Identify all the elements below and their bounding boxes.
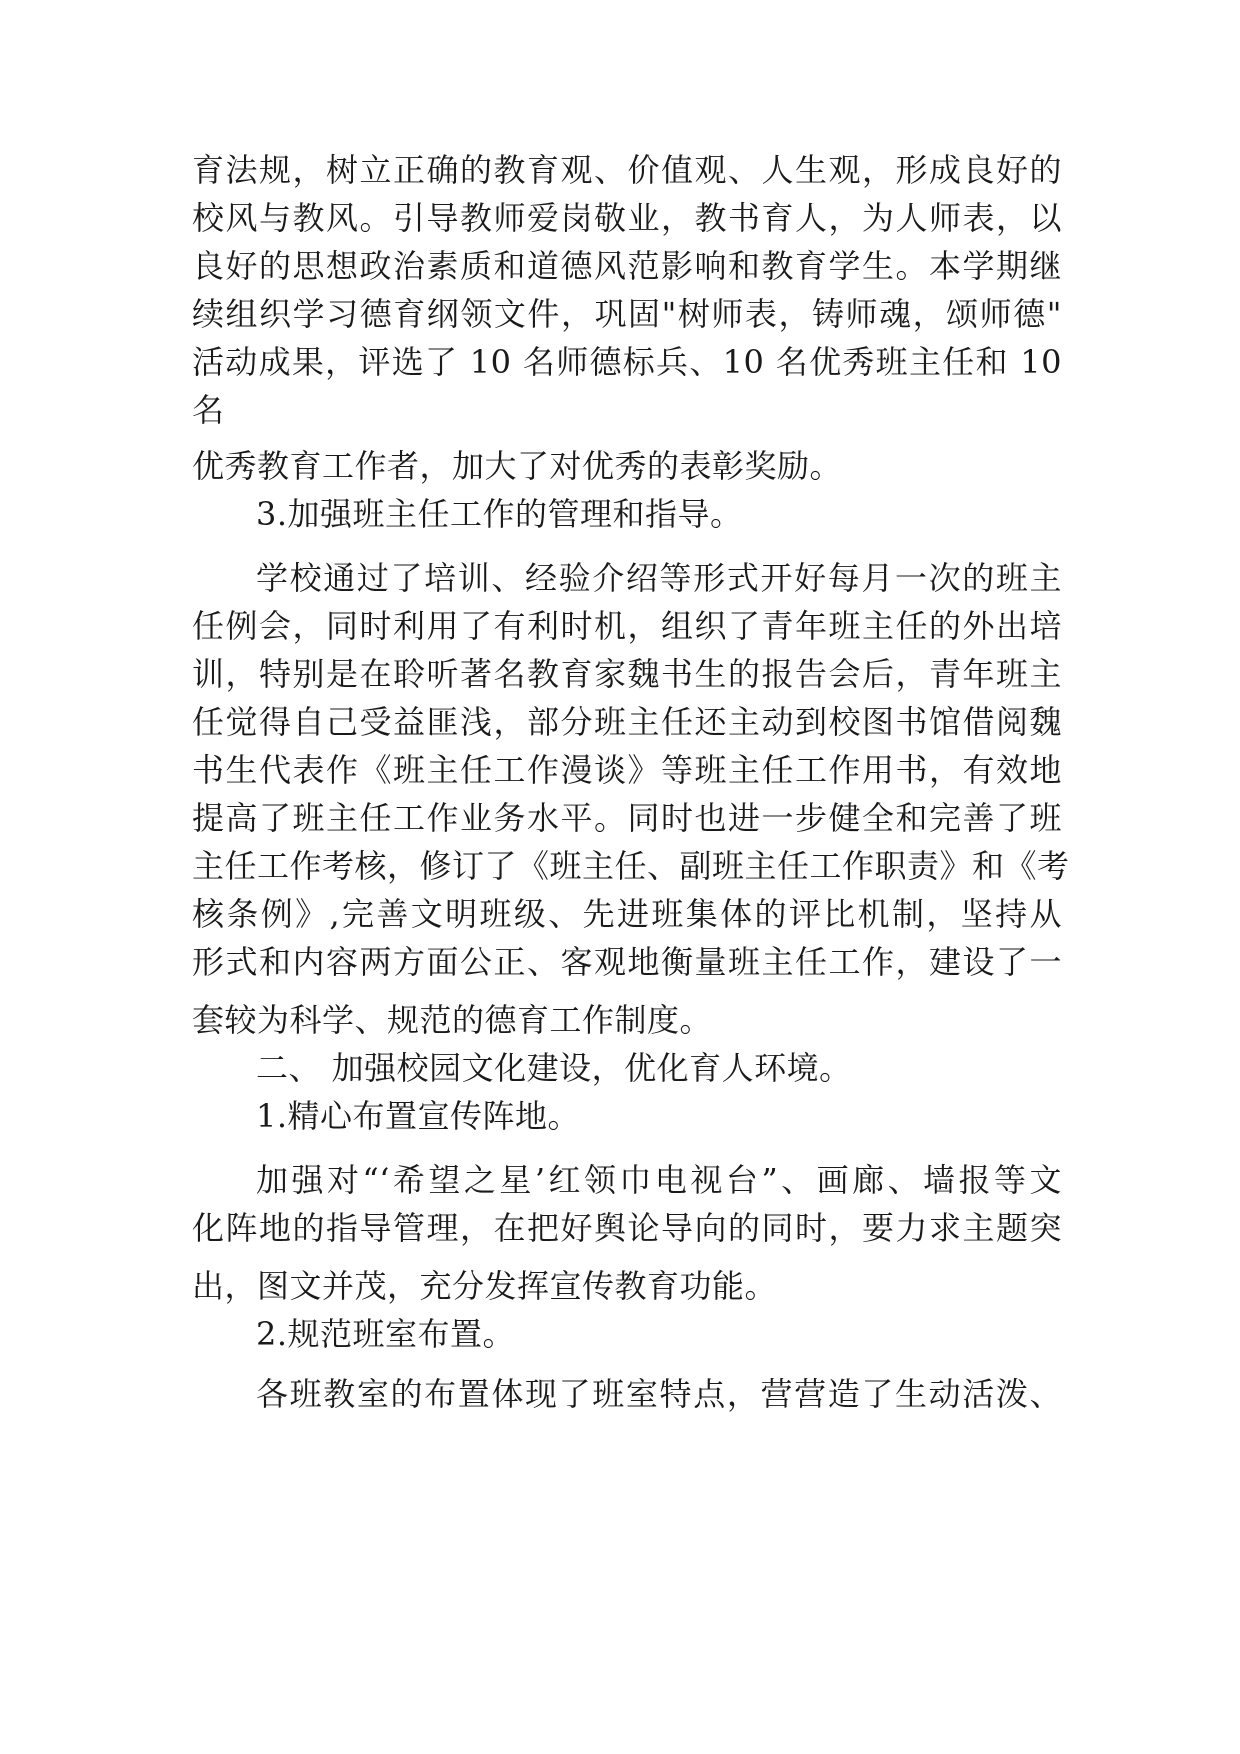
- paragraph-line: 校风与教风。引导教师爱岗敬业，教书育人，为人师表，以: [192, 199, 1062, 237]
- paragraph-line: 加强对“‘希望之星’红领巾电视台”、画廊、墙报等文: [256, 1161, 1062, 1199]
- section-heading: 3.加强班主任工作的管理和指导。: [256, 495, 743, 533]
- section-heading: 二、 加强校园文化建设，优化育人环境。: [256, 1049, 852, 1087]
- subsection-heading: 1.精心布置宣传阵地。: [256, 1097, 581, 1135]
- paragraph-line: 套较为科学、规范的德育工作制度。: [192, 1001, 713, 1039]
- paragraph-line: 化阵地的指导管理，在把好舆论导向的同时，要力求主题突: [192, 1209, 1062, 1247]
- paragraph-line: 主任工作考核，修订了《班主任、副班主任工作职责》和《考: [192, 847, 1070, 885]
- paragraph-line: 任例会，同时利用了有利时机，组织了青年班主任的外出培: [192, 607, 1062, 645]
- paragraph-line: 任觉得自己受益匪浅，部分班主任还主动到校图书馆借阅魏: [192, 703, 1062, 741]
- paragraph-line: 优秀教育工作者，加大了对优秀的表彰奖励。: [192, 447, 843, 485]
- paragraph-line: 形式和内容两方面公正、客观地衡量班主任工作，建设了一: [192, 943, 1062, 981]
- paragraph-line: 名: [192, 391, 225, 429]
- paragraph-line: 续组织学习德育纲领文件，巩固"树师表，铸师魂，颂师德": [192, 295, 1062, 333]
- paragraph-line: 育法规，树立正确的教育观、价值观、人生观，形成良好的: [192, 151, 1062, 189]
- paragraph-line: 各班教室的布置体现了班室特点，营营造了生动活泼、: [256, 1375, 1062, 1413]
- paragraph-line: 训，特别是在聆听著名教育家魏书生的报告会后，青年班主: [192, 655, 1062, 693]
- paragraph-line: 活动成果，评选了 10 名师德标兵、10 名优秀班主任和 10: [192, 343, 1062, 381]
- paragraph-line: 书生代表作《班主任工作漫谈》等班主任工作用书，有效地: [192, 751, 1062, 789]
- paragraph-line: 学校通过了培训、经验介绍等形式开好每月一次的班主: [256, 559, 1062, 597]
- paragraph-line: 出，图文并茂，充分发挥宣传教育功能。: [192, 1267, 778, 1305]
- paragraph-line: 核条例》,完善文明班级、先进班集体的评比机制，坚持从: [192, 895, 1062, 933]
- paragraph-line: 良好的思想政治素质和道德风范影响和教育学生。本学期继: [192, 247, 1062, 285]
- subsection-heading: 2.规范班室布置。: [256, 1315, 516, 1353]
- paragraph-line: 提高了班主任工作业务水平。同时也进一步健全和完善了班: [192, 799, 1062, 837]
